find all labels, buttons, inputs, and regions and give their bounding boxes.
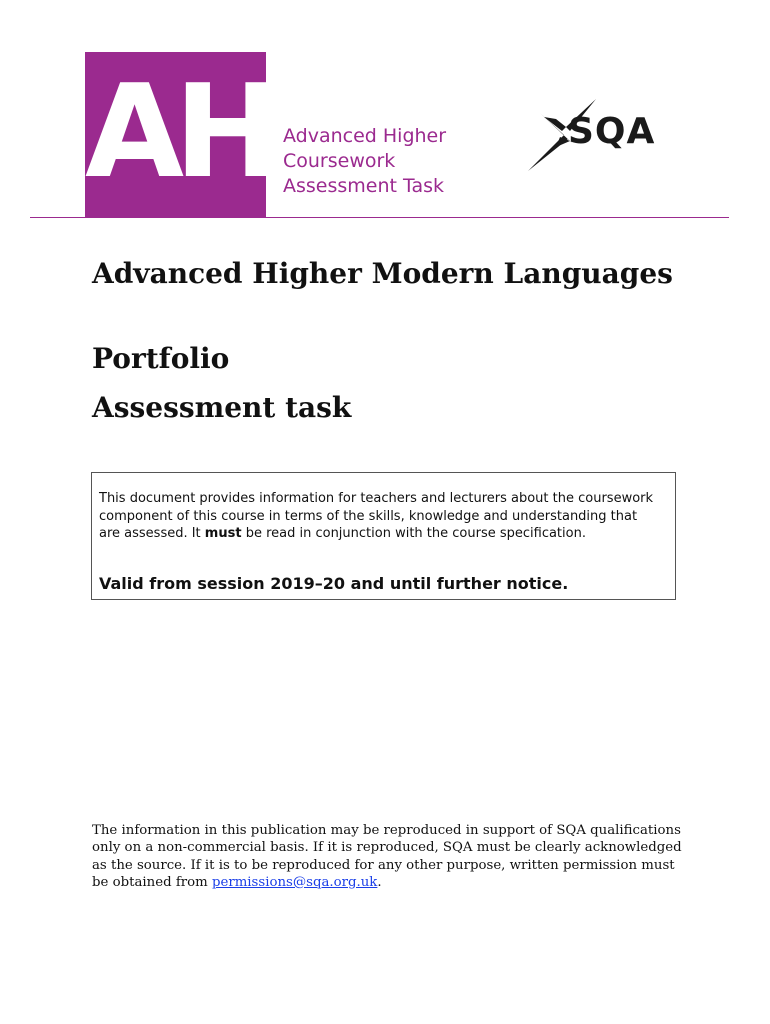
copyright-notice bbox=[92, 822, 682, 891]
document-title: Advanced Higher Modern Languages bbox=[92, 257, 673, 290]
info-text-start: This document provides information for teachers and lecturers about the coursework component of this course in terms of the skills, knowledge and understanding that are assessed. It bbox=[99, 491, 654, 541]
info-box-text bbox=[99, 490, 659, 543]
info-text-end: be read in conjunction with the course specification. bbox=[241, 526, 586, 541]
header-divider bbox=[30, 217, 729, 218]
ah-logo-letters: AH bbox=[85, 58, 272, 207]
logo-caption-line-3: Assessment Task bbox=[283, 175, 445, 197]
copyright-text: The information in this publication may be reproduced in support of SQA qualifications only on a non-commercial basis. If it is reproduced, SQA must be clearly acknowledged as the source. If it is to be reproduced for any other purpose, written permission must be obtained from bbox=[92, 823, 682, 890]
info-box bbox=[91, 472, 676, 600]
logo-caption bbox=[283, 124, 446, 199]
info-text-emphasis: must bbox=[204, 526, 242, 541]
document-subtitle-portfolio: Portfolio bbox=[92, 342, 230, 375]
document-subtitle-assessment: Assessment task bbox=[92, 391, 352, 424]
permissions-email-link[interactable]: permissions@sqa.org.uk bbox=[211, 874, 378, 890]
ah-logo bbox=[85, 52, 272, 218]
validity-statement: Valid from session 2019–20 and until further notice. bbox=[99, 574, 569, 593]
sqa-logo-text: SQA bbox=[568, 111, 656, 152]
logo-caption-line-2: Coursework bbox=[283, 150, 396, 172]
copyright-end: . bbox=[377, 874, 382, 890]
logo-caption-line-1: Advanced Higher bbox=[283, 125, 447, 147]
